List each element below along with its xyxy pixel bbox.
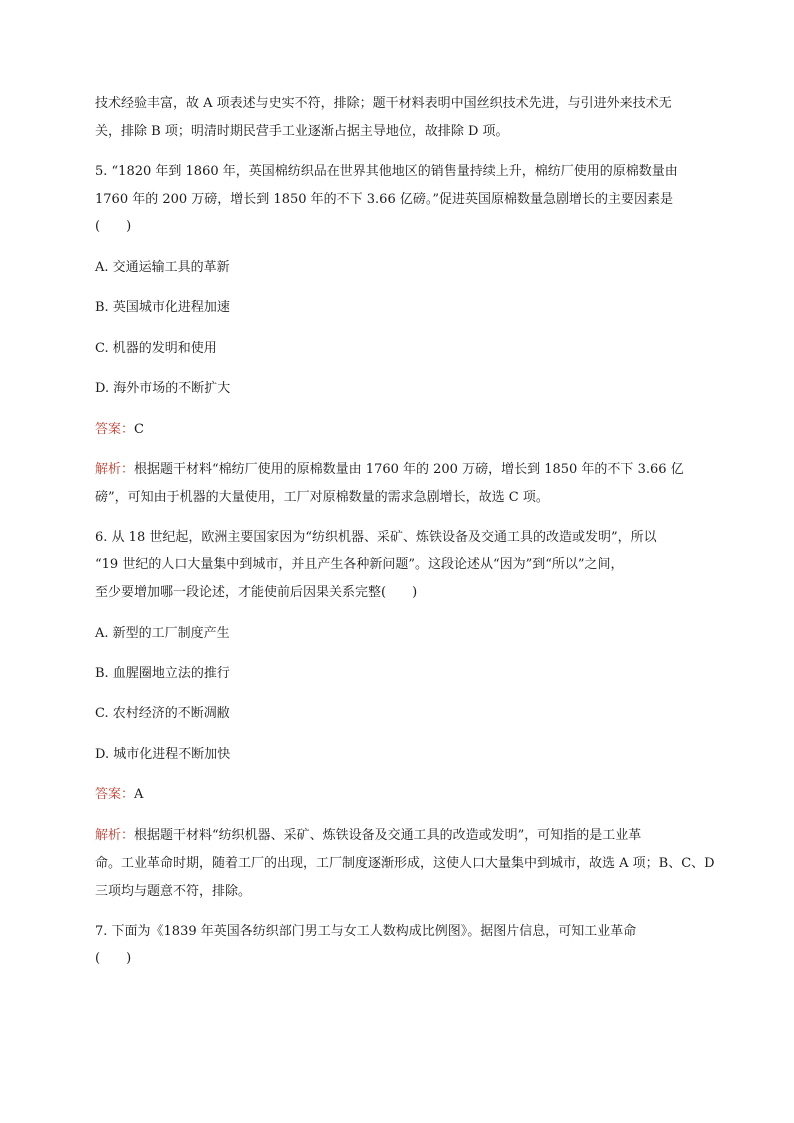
q6-stem-line-3: 至少要增加哪一段论述，才能使前后因果关系完整( ) — [95, 585, 418, 600]
q5-answer-label: 答案： — [95, 422, 135, 437]
q5-explanation-text-1: 根据题干材料“棉纺厂使用的原棉数量由 1760 年的 200 万磅，增长到 1850 年的不下 3.66 亿 — [134, 462, 684, 477]
q6-stem-line-2: “19 世纪的人口大量集中到城市，并且产生各种新问题”。这段论述从“因为”到“所以”之间， — [95, 557, 624, 572]
q7-stem-line-1: 7. 下面为《1839 年英国各纺织部门男工与女工人数构成比例图》。据图片信息，可知工业革命 — [95, 924, 637, 939]
q6-explanation-line-3: 三项均与题意不符，排除。 — [95, 884, 252, 899]
q5-explanation-line-2: 磅”，可知由于机器的大量使用，工厂对原棉数量的需求急剧增长，故选 C 项。 — [95, 490, 549, 505]
q6-option-d: D. 城市化进程不断加快 — [95, 747, 231, 762]
q6-explanation-line-1 — [95, 828, 641, 844]
q7-stem-line-2: ( ) — [95, 951, 132, 966]
q6-option-c: C. 农村经济的不断凋敝 — [95, 706, 230, 721]
q5-option-a: A. 交通运输工具的革新 — [95, 260, 230, 275]
q6-answer — [95, 787, 143, 803]
q6-option-b: B. 血腥圈地立法的推行 — [95, 666, 230, 681]
q5-answer-value: C — [134, 422, 144, 437]
q6-stem-line-1: 6. 从 18 世纪起，欧洲主要国家因为“纺织机器、采矿、炼铁设备及交通工具的改造或发明”，所以 — [95, 530, 657, 545]
q5-option-c: C. 机器的发明和使用 — [95, 341, 217, 356]
q5-explanation-line-1 — [95, 462, 684, 478]
q5-option-d: D. 海外市场的不断扩大 — [95, 381, 231, 396]
q5-stem-line-1: 5. “1820 年到 1860 年，英国棉纺织品在世界其他地区的销售量持续上升，棉纺厂使用的原棉数量由 — [95, 164, 678, 179]
q5-stem-line-2: 1760 年的 200 万磅，增长到 1850 年的不下 3.66 亿磅。”促进英国原棉数量急剧增长的主要因素是 — [95, 192, 673, 207]
q6-explanation-label: 解析： — [95, 828, 135, 843]
q5-answer — [95, 422, 144, 438]
q6-answer-value: A — [134, 787, 144, 802]
q5-stem-line-3: ( ) — [95, 219, 132, 234]
q5-explanation-label: 解析： — [95, 462, 135, 477]
q6-option-a: A. 新型的工厂制度产生 — [95, 626, 230, 641]
prev-explanation-line-2: 关，排除 B 项；明清时期民营手工业逐渐占据主导地位，故排除 D 项。 — [95, 124, 509, 139]
q5-option-b: B. 英国城市化进程加速 — [95, 300, 230, 315]
q6-answer-label: 答案： — [95, 787, 135, 802]
q6-explanation-line-2: 命。工业革命时期，随着工厂的出现，工厂制度逐渐形成，这使人口大量集中到城市，故选 A 项；B、C、D — [95, 856, 715, 871]
prev-explanation-line-1: 技术经验丰富，故 A 项表述与史实不符，排除；题干材料表明中国丝织技术先进，与引进外来技术无 — [95, 96, 672, 111]
q6-explanation-text-1: 根据题干材料“纺织机器、采矿、炼铁设备及交通工具的改造或发明”，可知指的是工业革 — [134, 828, 642, 843]
